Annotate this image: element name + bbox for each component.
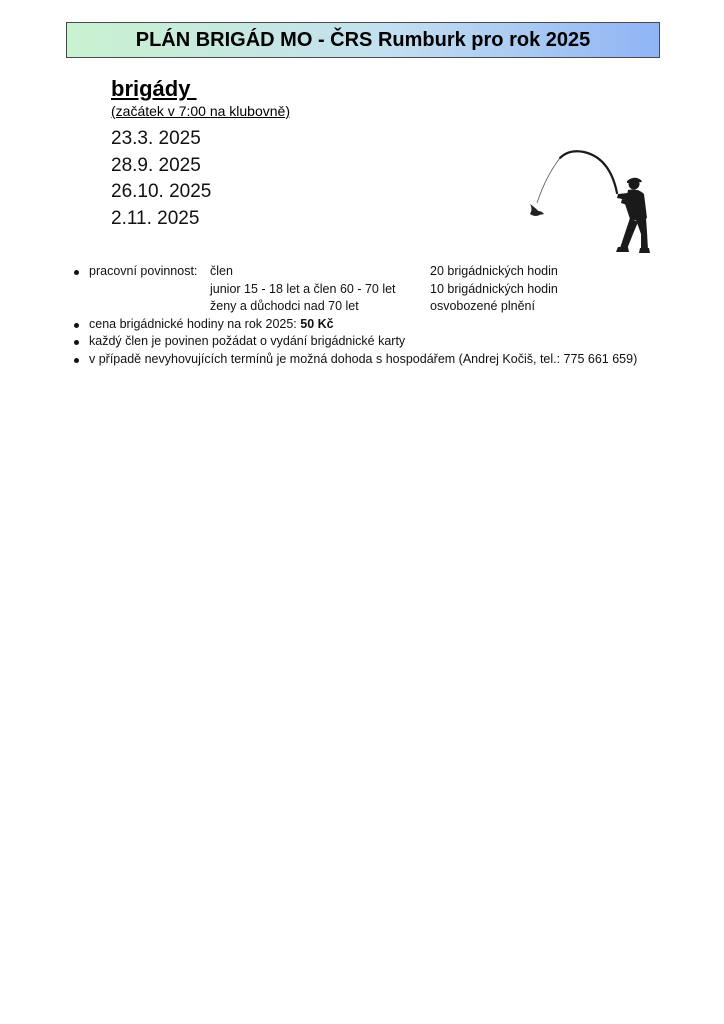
duty-hours: 20 brigádnických hodin bbox=[430, 264, 558, 278]
price-value: 50 Kč bbox=[300, 316, 334, 331]
contact-text: v případě nevyhovujících termínů je možná dohoda s hospodářem (Andrej Kočiš, tel.: 775 661 659) bbox=[89, 351, 638, 366]
date-item: 23.3. 2025 bbox=[111, 128, 201, 149]
duty-label: pracovní povinnost: bbox=[89, 264, 198, 278]
bullet-icon bbox=[74, 270, 79, 275]
duty-row bbox=[89, 281, 692, 299]
list-item bbox=[72, 333, 692, 351]
date-item: 26.10. 2025 bbox=[111, 181, 212, 202]
list-item bbox=[72, 351, 692, 369]
dates-list bbox=[111, 126, 211, 232]
duty-hours: osvobozené plnění bbox=[430, 299, 535, 313]
section-subtitle: (začátek v 7:00 na klubovně) bbox=[111, 103, 290, 119]
duty-group: člen bbox=[210, 264, 233, 278]
duty-hours: 10 brigádnických hodin bbox=[430, 281, 558, 296]
list-item bbox=[72, 316, 692, 334]
duty-row bbox=[89, 263, 692, 281]
bullet-icon bbox=[74, 323, 79, 328]
title-banner bbox=[66, 22, 660, 58]
bullet-icon bbox=[74, 340, 79, 345]
fisherman-silhouette-icon bbox=[524, 148, 654, 254]
duty-group: junior 15 - 18 let a člen 60 - 70 let bbox=[210, 281, 396, 296]
list-item bbox=[72, 263, 692, 316]
card-text: každý člen je povinen požádat o vydání brigádnické karty bbox=[89, 334, 406, 348]
price-text: cena brigádnické hodiny na rok 2025: bbox=[89, 316, 301, 331]
duty-row bbox=[89, 298, 692, 316]
date-item: 28.9. 2025 bbox=[111, 154, 201, 176]
notes-list bbox=[72, 263, 692, 368]
date-item: 2.11. 2025 bbox=[111, 207, 200, 229]
page-title: PLÁN BRIGÁD MO - ČRS Rumburk pro rok 2025 bbox=[135, 28, 591, 51]
duty-group: ženy a důchodci nad 70 let bbox=[210, 299, 359, 313]
bullet-icon bbox=[74, 358, 79, 363]
section-heading: brigády bbox=[111, 76, 197, 101]
